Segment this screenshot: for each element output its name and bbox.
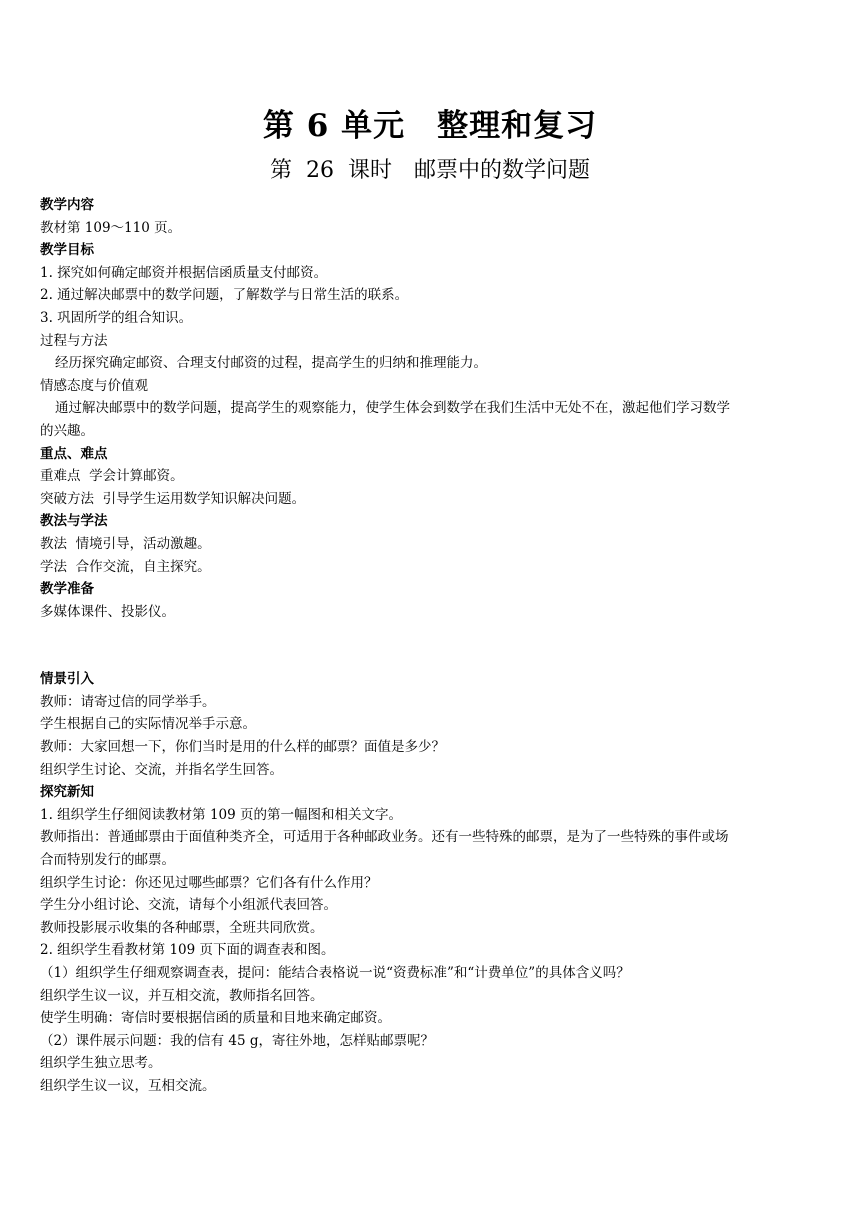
paragraph: 经历探究确定邮资、合理支付邮资的过程，提高学生的归纳和推理能力。 — [55, 355, 487, 372]
heading-methods: 教法与学法 — [40, 513, 108, 530]
paragraph: 多媒体课件、投影仪。 — [40, 603, 175, 620]
paragraph: 2. 组织学生看教材第 109 页下面的调查表和图。 — [40, 942, 335, 959]
document-body — [40, 194, 825, 1098]
paragraph: 通过解决邮票中的数学问题，提高学生的观察能力，使学生体会到数学在我们生活中无处不在，激起他们学习数学 — [55, 400, 730, 417]
unit-title: 第 6 单元 整理和复习 — [262, 108, 598, 144]
paragraph: 组织学生独立思考。 — [40, 1055, 162, 1072]
paragraph: 组织学生议一议，互相交流。 — [40, 1077, 216, 1094]
paragraph: （1）组织学生仔细观察调查表，提问：能结合表格说一说“资费标准”和“计费单位”的具体含义吗？ — [40, 965, 630, 981]
paragraph: 1. 组织学生仔细阅读教材第 109 页的第一幅图和相关文字。 — [40, 806, 403, 823]
paragraph: 组织学生议一议，并互相交流，教师指名回答。 — [40, 987, 324, 1004]
heading-key-points: 重点、难点 — [40, 445, 108, 462]
heading-explore: 探究新知 — [40, 784, 94, 801]
paragraph: 教师：请寄过信的同学举手。 — [40, 693, 216, 710]
paragraph: 教材第 109～110 页。 — [40, 219, 182, 236]
paragraph: 重难点 学会计算邮资。 — [40, 468, 184, 485]
heading-preparation: 教学准备 — [40, 581, 94, 598]
paragraph: 学生根据自己的实际情况举手示意。 — [40, 716, 256, 733]
paragraph: 组织学生讨论、交流，并指名学生回答。 — [40, 761, 283, 778]
paragraph: 教师投影展示收集的各种邮票，全班共同欣赏。 — [40, 919, 324, 936]
paragraph: （2）课件展示问题：我的信有 45 g，寄往外地，怎样贴邮票呢？ — [40, 1032, 434, 1049]
heading-goals: 教学目标 — [40, 242, 94, 259]
paragraph: 学生分小组讨论、交流，请每个小组派代表回答。 — [40, 897, 337, 914]
subheading-process: 过程与方法 — [40, 332, 108, 349]
heading-intro: 情景引入 — [40, 671, 94, 688]
subheading-emotion: 情感态度与价值观 — [40, 377, 148, 394]
goal-item: 3. 巩固所学的组合知识。 — [40, 309, 193, 326]
paragraph: 组织学生讨论：你还见过哪些邮票？它们各有什么作用？ — [40, 874, 378, 891]
goal-item: 1. 探究如何确定邮资并根据信函质量支付邮资。 — [40, 264, 328, 281]
paragraph: 教师：大家回想一下，你们当时是用的什么样的邮票？面值是多少？ — [40, 739, 445, 756]
paragraph: 的兴趣。 — [40, 422, 94, 439]
spacer — [40, 623, 825, 668]
heading-content: 教学内容 — [40, 197, 94, 213]
paragraph: 突破方法 引导学生运用数学知识解决问题。 — [40, 490, 306, 507]
paragraph: 学法 合作交流，自主探究。 — [40, 558, 211, 575]
paragraph: 教师指出：普通邮票由于面值种类齐全，可适用于各种邮政业务。还有一些特殊的邮票，是为了一些特殊的事件或场 — [40, 829, 729, 846]
goal-item: 2. 通过解决邮票中的数学问题，了解数学与日常生活的联系。 — [40, 287, 409, 304]
lesson-subtitle: 第 26 课时 邮票中的数学问题 — [270, 158, 590, 183]
paragraph: 使学生明确：寄信时要根据信函的质量和目地来确定邮资。 — [40, 1010, 391, 1027]
paragraph: 教法 情境引导，活动激趣。 — [40, 535, 211, 552]
paragraph: 合而特别发行的邮票。 — [40, 852, 175, 869]
